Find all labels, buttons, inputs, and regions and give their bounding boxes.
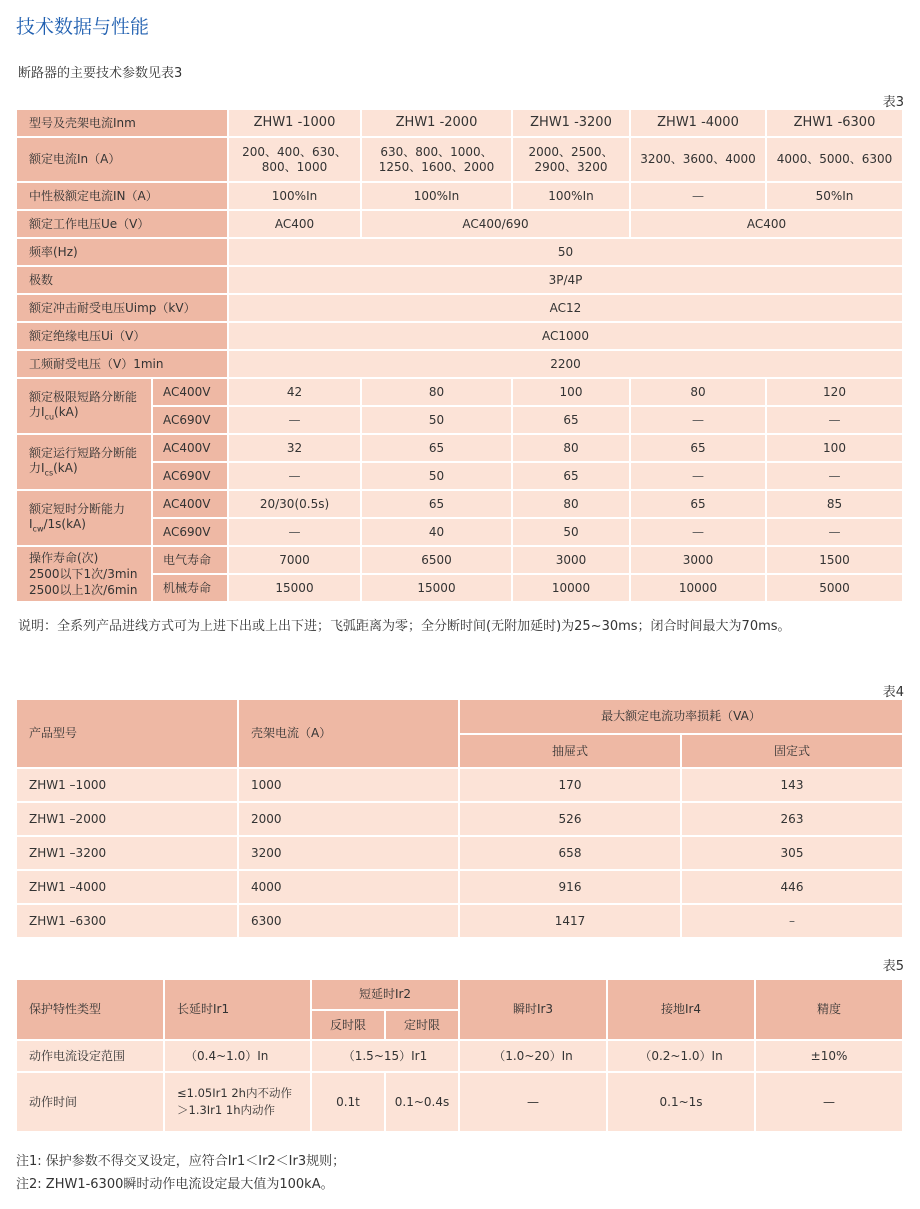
neutral-current-row: [17, 182, 903, 210]
range-label: 动作电流设定范围: [17, 1040, 164, 1072]
page-title: 技术数据与性能: [16, 16, 150, 38]
ics-690-4000: —: [630, 462, 766, 490]
col-definite-header: 定时限: [385, 1010, 459, 1040]
frequency-row: [17, 238, 903, 266]
table5-caption: 表5: [882, 959, 904, 974]
time-instant: —: [459, 1072, 607, 1132]
working-voltage-row: [17, 210, 903, 238]
time-label: 动作时间: [17, 1072, 164, 1132]
row-fixed: 305: [681, 836, 903, 870]
row-frame: 1000: [238, 768, 459, 802]
table5: [17, 980, 904, 1133]
intro-text: 断路器的主要技术参数见表3: [18, 66, 183, 81]
icw-690-3200: 50: [512, 518, 630, 546]
icu-690-1000: —: [228, 406, 361, 434]
icw-690-4000: —: [630, 518, 766, 546]
range-ground: （0.2~1.0）In: [607, 1040, 755, 1072]
col-accuracy-header: 精度: [755, 980, 903, 1040]
icu-400-6300: 120: [766, 378, 903, 406]
ics-400-3200: 80: [512, 434, 630, 462]
ics-voltage-690: AC690V: [152, 462, 228, 490]
row-model: ZHW1 –2000: [17, 802, 238, 836]
icu-690-4000: —: [630, 406, 766, 434]
ics-row-400: [17, 434, 903, 462]
model-2000: ZHW1 -2000: [361, 110, 512, 137]
table3-note: 说明：全系列产品进线方式可为上进下出或上出下进；飞弧距离为零；全分断时间(无附加延时)为25~30ms；闭合时间最大为70ms。: [18, 619, 791, 634]
impulse-voltage-value: AC12: [228, 294, 903, 322]
table3-header-row: [17, 110, 903, 137]
icu-voltage-400: AC400V: [152, 378, 228, 406]
life-electrical-3200: 3000: [512, 546, 630, 574]
icu-400-3200: 100: [512, 378, 630, 406]
icw-400-4000: 65: [630, 490, 766, 518]
table4: [17, 700, 904, 939]
insulation-voltage-label: 额定绝缘电压Ui（V）: [17, 322, 228, 350]
ics-voltage-400: AC400V: [152, 434, 228, 462]
icu-400-2000: 80: [361, 378, 512, 406]
insulation-voltage-row: [17, 322, 903, 350]
ics-400-2000: 65: [361, 434, 512, 462]
time-inverse: 0.1t: [311, 1072, 385, 1132]
row-drawout: 658: [459, 836, 681, 870]
col-drawout-header: 抽屉式: [459, 734, 681, 768]
neutral-current-4000: —: [630, 182, 766, 210]
working-voltage-2000-3200: AC400/690: [361, 210, 630, 238]
rated-current-6300: 4000、5000、6300: [766, 137, 903, 182]
neutral-current-3200: 100%In: [512, 182, 630, 210]
col-short-header: 短延时Ir2: [311, 980, 459, 1010]
row-fixed: 143: [681, 768, 903, 802]
notes: [16, 1150, 345, 1196]
time-definite: 0.1~0.4s: [385, 1072, 459, 1132]
power-freq-voltage-label: 工频耐受电压（V）1min: [17, 350, 228, 378]
row-drawout: 526: [459, 802, 681, 836]
rated-current-4000: 3200、3600、4000: [630, 137, 766, 182]
neutral-current-1000: 100%In: [228, 182, 361, 210]
range-long: （0.4~1.0）In: [164, 1040, 311, 1072]
icu-voltage-690: AC690V: [152, 406, 228, 434]
ics-690-3200: 65: [512, 462, 630, 490]
rated-current-label: 额定电流In（A）: [17, 137, 228, 182]
icu-690-6300: —: [766, 406, 903, 434]
life-electrical-4000: 3000: [630, 546, 766, 574]
table3: [17, 110, 904, 603]
life-mechanical-4000: 10000: [630, 574, 766, 602]
life-mechanical-3200: 10000: [512, 574, 630, 602]
note-2: 注2: ZHW1-6300瞬时动作电流设定最大值为100kA。: [16, 1177, 334, 1192]
row-drawout: 916: [459, 870, 681, 904]
icu-row-400: [17, 378, 903, 406]
impulse-voltage-row: [17, 294, 903, 322]
poles-label: 极数: [17, 266, 228, 294]
row-model: ZHW1 –1000: [17, 768, 238, 802]
life-mechanical-1000: 15000: [228, 574, 361, 602]
row-drawout: 1417: [459, 904, 681, 938]
model-3200: ZHW1 -3200: [512, 110, 630, 137]
model-4000: ZHW1 -4000: [630, 110, 766, 137]
life-electrical-6300: 1500: [766, 546, 903, 574]
table4-header-row-1: [17, 700, 903, 734]
table-row: [17, 870, 903, 904]
frequency-label: 频率(Hz): [17, 238, 228, 266]
time-row: [17, 1072, 903, 1132]
time-ground: 0.1~1s: [607, 1072, 755, 1132]
col-fixed-header: 固定式: [681, 734, 903, 768]
life-row-electrical: [17, 546, 903, 574]
life-type-electrical: 电气寿命: [152, 546, 228, 574]
icu-400-1000: 42: [228, 378, 361, 406]
ics-400-4000: 65: [630, 434, 766, 462]
icw-label: 额定短时分断能力 $I_{cw}/1s(kA)$: [17, 490, 152, 546]
row-fixed: 263: [681, 802, 903, 836]
power-freq-voltage-row: [17, 350, 903, 378]
icw-400-3200: 80: [512, 490, 630, 518]
col-ground-header: 接地Ir4: [607, 980, 755, 1040]
table-row: [17, 904, 903, 938]
ics-label: 额定运行短路分断能 力$I_{cs}(kA)$: [17, 434, 152, 490]
col-inverse-header: 反时限: [311, 1010, 385, 1040]
icw-voltage-400: AC400V: [152, 490, 228, 518]
poles-value: 3P/4P: [228, 266, 903, 294]
ics-690-1000: —: [228, 462, 361, 490]
icw-690-2000: 40: [361, 518, 512, 546]
row-model: ZHW1 –4000: [17, 870, 238, 904]
icu-690-3200: 65: [512, 406, 630, 434]
table4-caption: 表4: [882, 685, 904, 700]
ics-400-6300: 100: [766, 434, 903, 462]
neutral-current-label: 中性极额定电流IN（A）: [17, 182, 228, 210]
power-freq-voltage-value: 2200: [228, 350, 903, 378]
row-frame: 3200: [238, 836, 459, 870]
row-frame: 2000: [238, 802, 459, 836]
ics-690-2000: 50: [361, 462, 512, 490]
model-1000: ZHW1 -1000: [228, 110, 361, 137]
row-drawout: 170: [459, 768, 681, 802]
time-accuracy: —: [755, 1072, 903, 1132]
icw-400-6300: 85: [766, 490, 903, 518]
col-loss-header: 最大额定电流功率损耗（VA）: [459, 700, 903, 734]
impulse-voltage-label: 额定冲击耐受电压Uimp（kV）: [17, 294, 228, 322]
life-label: 操作寿命(次) 2500以下1次/3min 2500以上1次/6min: [17, 546, 152, 602]
row-model: ZHW1 –6300: [17, 904, 238, 938]
icw-row-400: [17, 490, 903, 518]
table5-header-row-1: [17, 980, 903, 1010]
row-fixed: –: [681, 904, 903, 938]
ics-400-1000: 32: [228, 434, 361, 462]
insulation-voltage-value: AC1000: [228, 322, 903, 350]
row-frame: 6300: [238, 904, 459, 938]
life-mechanical-6300: 5000: [766, 574, 903, 602]
rated-current-row: [17, 137, 903, 182]
col-long-header: 长延时Ir1: [164, 980, 311, 1040]
life-electrical-2000: 6500: [361, 546, 512, 574]
ics-690-6300: —: [766, 462, 903, 490]
life-type-mechanical: 机械寿命: [152, 574, 228, 602]
row-frame: 4000: [238, 870, 459, 904]
life-electrical-1000: 7000: [228, 546, 361, 574]
icw-690-1000: —: [228, 518, 361, 546]
frequency-value: 50: [228, 238, 903, 266]
range-short: （1.5~15）Ir1: [311, 1040, 459, 1072]
rated-current-2000: 630、800、1000、 1250、1600、2000: [361, 137, 512, 182]
col-instant-header: 瞬时Ir3: [459, 980, 607, 1040]
table-row: [17, 802, 903, 836]
range-row: [17, 1040, 903, 1072]
neutral-current-2000: 100%In: [361, 182, 512, 210]
row-model: ZHW1 –3200: [17, 836, 238, 870]
rated-current-1000: 200、400、630、 800、1000: [228, 137, 361, 182]
table3-caption: 表3: [882, 95, 904, 110]
time-long: ≤1.05Ir1 2h内不动作 ＞1.3Ir1 1h内动作: [164, 1072, 311, 1132]
row-fixed: 446: [681, 870, 903, 904]
col-frame-header: 壳架电流（A）: [238, 700, 459, 768]
rated-current-3200: 2000、2500、 2900、3200: [512, 137, 630, 182]
icu-label: 额定极限短路分断能 力$I_{cu}(kA)$: [17, 378, 152, 434]
model-6300: ZHW1 -6300: [766, 110, 903, 137]
icw-400-2000: 65: [361, 490, 512, 518]
life-mechanical-2000: 15000: [361, 574, 512, 602]
range-instant: （1.0~20）In: [459, 1040, 607, 1072]
table-row: [17, 768, 903, 802]
note-1: 注1: 保护参数不得交叉设定，应符合Ir1＜Ir2＜Ir3规则；: [16, 1154, 346, 1169]
icw-voltage-690: AC690V: [152, 518, 228, 546]
icw-400-1000: 20/30(0.5s): [228, 490, 361, 518]
model-header: 型号及壳架电流Inm: [17, 110, 228, 137]
col-type-header: 保护特性类型: [17, 980, 164, 1040]
working-voltage-label: 额定工作电压Ue（V）: [17, 210, 228, 238]
working-voltage-1000: AC400: [228, 210, 361, 238]
working-voltage-4000-6300: AC400: [630, 210, 903, 238]
icw-690-6300: —: [766, 518, 903, 546]
icu-690-2000: 50: [361, 406, 512, 434]
table-row: [17, 836, 903, 870]
icu-400-4000: 80: [630, 378, 766, 406]
range-accuracy: ±10%: [755, 1040, 903, 1072]
neutral-current-6300: 50%In: [766, 182, 903, 210]
poles-row: [17, 266, 903, 294]
col-model-header: 产品型号: [17, 700, 238, 768]
